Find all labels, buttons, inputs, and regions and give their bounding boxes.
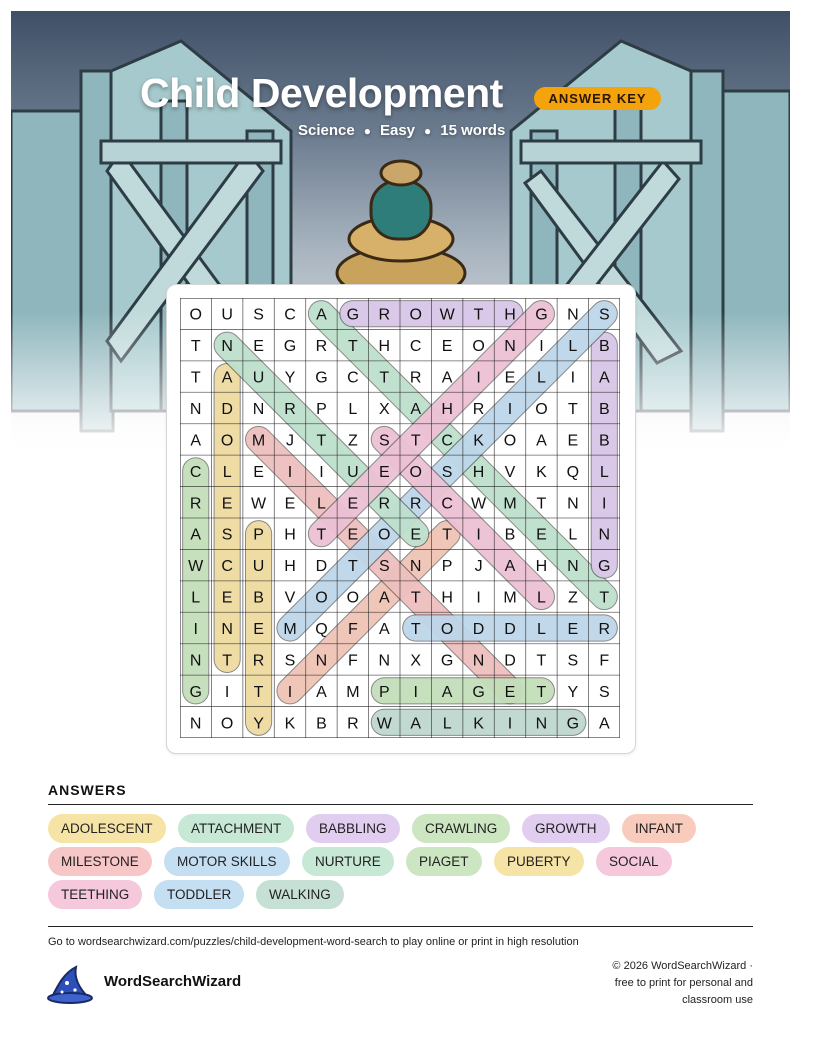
grid-cell-letter[interactable]: E [410,526,422,544]
grid-cell-letter[interactable]: A [378,621,390,638]
grid-cell-letter[interactable]: F [347,621,358,638]
grid-cell-letter[interactable]: I [476,369,481,387]
grid-cell-letter[interactable]: N [567,306,579,324]
grid-cell-letter[interactable]: W [471,495,487,513]
grid-cell-letter[interactable]: P [378,683,390,701]
grid-cell-letter[interactable]: G [346,306,360,324]
grid-cell-letter[interactable]: S [567,652,579,670]
answer-chip-babbling: BABBLING [306,814,400,843]
grid-cell-letter[interactable]: F [347,652,358,670]
grid-cell-letter[interactable]: N [598,526,611,544]
grid-cell-letter[interactable]: T [379,369,390,387]
answer-chip-adolescent: ADOLESCENT [48,814,166,843]
answer-chip-toddler: TODDLER [154,880,244,909]
grid-cell-letter[interactable]: E [567,621,579,638]
grid-cell-letter[interactable]: G [472,683,485,701]
grid-cell-letter[interactable]: A [190,432,202,450]
grid-cell-letter[interactable]: Q [315,621,328,638]
answer-chip-puberty: PUBERTY [494,847,584,876]
grid-cell-letter[interactable]: Y [253,715,264,733]
grid-cell-letter[interactable]: U [252,558,265,576]
grid-cell-letter[interactable]: S [221,526,233,544]
grid-cell-letter[interactable]: R [347,715,359,733]
grid-cell-letter[interactable]: N [409,558,422,576]
page-title: Child Development [140,70,503,116]
grid-cell-letter[interactable]: E [536,526,547,544]
grid-cell-letter[interactable]: D [504,621,516,638]
grid-cell-letter[interactable]: I [476,589,481,607]
grid-cell-letter[interactable]: S [441,463,453,481]
copyright-line: free to print for personal and [614,977,753,989]
grid-cell-letter[interactable]: T [347,338,358,356]
grid-cell-letter[interactable]: R [284,401,296,418]
answer-chip-infant: INFANT [622,814,696,843]
grid-cell-letter[interactable]: P [253,526,264,544]
grid-cell-letter[interactable]: N [315,652,328,670]
grid-cell-letter[interactable]: S [378,558,390,576]
answer-key-badge: ANSWER KEY [534,87,661,110]
grid-cell-letter[interactable]: A [316,306,327,324]
grid-cell-letter[interactable]: A [441,369,453,387]
grid-cell-letter[interactable]: S [598,683,610,701]
grid-cell-letter[interactable]: E [504,683,516,701]
grid-cell-letter[interactable]: N [252,401,265,418]
grid-cell-letter[interactable]: W [376,715,392,733]
grid-cell-letter[interactable]: A [316,683,327,701]
grid-cell-letter[interactable]: E [253,338,264,356]
subject-label: Science [298,122,355,139]
grid-cell-letter[interactable]: S [253,306,264,324]
grid-cell-letter[interactable]: E [378,463,390,481]
grid-cell-letter[interactable]: C [347,369,359,387]
grid-cell-letter[interactable]: W [439,306,455,324]
grid-cell-letter[interactable]: M [503,589,517,607]
grid-cell-letter[interactable]: N [221,621,233,638]
copyright-line: © 2026 WordSearchWizard · [612,960,753,972]
answer-chip-crawling: CRAWLING [412,814,510,843]
grid-cell-letter[interactable]: R [409,369,422,387]
grid-cell-letter[interactable]: S [378,432,390,450]
grid-cell-letter[interactable]: V [504,463,516,481]
grid-cell-letter[interactable]: I [319,463,324,481]
grid-cell-letter[interactable]: L [191,589,201,607]
grid-cell-letter[interactable]: L [222,463,232,481]
answer-chip-teething: TEETHING [48,880,142,909]
grid-cell-letter[interactable]: A [598,715,610,733]
answers-divider [48,804,753,805]
grid-cell-letter[interactable]: B [253,589,264,607]
grid-cell-letter[interactable]: I [287,463,293,481]
grid-cell-letter[interactable]: M [283,621,297,638]
stacking-toy-icon [337,161,465,299]
grid-cell-letter[interactable]: D [504,652,516,670]
grid-cell-letter[interactable]: L [536,369,546,387]
grid-cell-letter[interactable]: M [346,683,360,701]
grid-cell-letter[interactable]: L [536,589,546,607]
grid-cell-letter[interactable]: D [221,401,233,418]
grid-cell-letter[interactable]: R [252,652,265,670]
grid-cell-letter[interactable]: O [409,463,422,481]
grid-cell-letter[interactable]: N [472,652,485,670]
grid-cell-letter[interactable]: D [472,621,485,638]
grid-cell-letter[interactable]: R [315,338,328,356]
grid-cell-letter[interactable]: I [193,621,198,638]
footer-link[interactable]: Go to wordsearchwizard.com/puzzles/child-development-word-search to play online or print in high resolution [48,936,579,948]
grid-cell-letter[interactable]: O [409,306,422,324]
grid-cell-letter[interactable]: E [347,526,359,544]
grid-cell-letter[interactable]: M [251,432,266,450]
grid-cell-letter[interactable]: H [472,463,485,481]
grid-cell-letter[interactable]: T [567,401,578,418]
footer-divider [48,926,753,927]
grid-cell-letter[interactable]: G [535,306,548,324]
grid-cell-letter[interactable]: B [598,432,610,450]
grid-cell-letter[interactable]: W [251,495,267,513]
grid-cell-letter[interactable]: R [378,306,391,324]
grid-cell-letter[interactable]: P [316,401,327,418]
grid-cell-letter[interactable]: A [221,369,233,387]
grid-cell-letter[interactable]: V [284,589,296,607]
grid-cell-letter[interactable]: X [378,401,390,418]
grid-cell-letter[interactable]: I [507,401,513,418]
grid-cell-letter[interactable]: L [316,495,326,513]
grid-cell-letter[interactable]: I [224,683,230,701]
grid-cell-letter[interactable]: O [440,621,454,638]
grid-cell-letter[interactable]: N [378,652,391,670]
grid-cell-letter[interactable]: N [221,338,233,356]
grid-cell-letter[interactable]: N [189,652,202,670]
grid-cell-letter[interactable]: E [347,495,359,513]
grid-cell-letter[interactable]: I [476,526,481,544]
grid-cell-letter[interactable]: T [410,589,421,607]
grid-cell-letter[interactable]: G [566,715,580,733]
grid-cell-letter[interactable]: H [378,338,391,356]
grid-cell-letter[interactable]: L [568,526,578,544]
grid-cell-letter[interactable]: E [221,589,233,607]
grid-cell-letter[interactable]: W [188,558,204,576]
grid-cell-letter[interactable]: T [190,369,201,387]
grid-cell-letter[interactable]: K [473,715,484,733]
grid-cell-letter[interactable]: N [567,495,579,513]
grid-cell-letter[interactable]: A [504,558,516,576]
grid-cell-letter[interactable]: Y [567,683,579,701]
grid-cell-letter[interactable]: E [253,621,264,638]
grid-cell-letter[interactable]: E [567,432,579,450]
grid-cell-letter[interactable]: I [287,683,293,701]
grid-cell-letter[interactable]: T [222,652,233,670]
grid-cell-letter[interactable]: O [378,526,391,544]
grid-cell-letter[interactable]: P [441,558,453,576]
grid-cell-letter[interactable]: A [190,526,202,544]
grid-cell-letter[interactable]: H [284,526,296,544]
grid-cell-letter[interactable]: R [472,401,485,418]
grid-cell-letter[interactable]: E [441,338,453,356]
grid-cell-letter[interactable]: T [473,306,484,324]
grid-cell-letter[interactable]: T [536,652,547,670]
grid-cell-letter[interactable]: A [410,401,422,418]
wizard-hat-icon [46,963,94,1005]
grid-cell-letter[interactable]: G [283,338,297,356]
grid-cell-letter[interactable]: N [189,401,202,418]
grid-cell-letter[interactable]: T [316,432,327,450]
grid-cell-letter[interactable]: O [315,589,328,607]
grid-cell-letter[interactable]: S [284,652,296,670]
separator-dot-icon: ● [363,124,371,138]
grid-cell-letter[interactable]: T [410,621,421,638]
grid-cell-letter[interactable]: L [536,621,546,638]
grid-cell-letter[interactable]: A [536,432,547,450]
grid-cell-letter[interactable]: A [378,589,390,607]
grid-cell-letter[interactable]: Y [284,369,296,387]
grid-cell-letter[interactable]: T [599,589,610,607]
grid-cell-letter[interactable]: C [409,338,422,356]
grid-cell-letter[interactable]: G [315,369,328,387]
grid-cell-letter[interactable]: U [347,463,359,481]
answer-chip-growth: GROWTH [522,814,610,843]
grid-cell-letter[interactable]: I [602,495,607,513]
grid-cell-letter[interactable]: H [441,589,453,607]
grid-cell-letter[interactable]: C [284,306,296,324]
grid-cell-letter[interactable]: T [536,683,547,701]
grid-cell-letter[interactable]: K [284,715,296,733]
grid-cell-letter[interactable]: J [474,558,483,576]
brand-name: WordSearchWizard [104,973,242,990]
grid-cell-letter[interactable]: Z [347,432,358,450]
grid-cell-letter[interactable]: O [220,432,234,450]
grid-cell-letter[interactable]: I [570,369,576,387]
grid-cell-letter[interactable]: K [536,463,547,481]
grid-cell-letter[interactable]: K [473,432,484,450]
answer-chip-social: SOCIAL [596,847,672,876]
grid-cell-letter[interactable]: B [598,401,610,418]
grid-cell-letter[interactable]: H [441,401,453,418]
difficulty-label: Easy [379,122,416,139]
grid-cell-letter[interactable]: H [504,306,516,324]
grid-cell-letter[interactable]: L [568,338,578,356]
answer-chip-nurture: NURTURE [302,847,394,876]
grid-cell-letter[interactable]: T [347,558,358,576]
grid-cell-letter[interactable]: I [413,683,418,701]
answer-chip-motor-skills: MOTOR SKILLS [164,847,290,876]
grid-cell-letter[interactable]: C [441,432,453,450]
grid-cell-letter[interactable]: E [221,495,233,513]
grid-cell-letter[interactable]: U [221,306,233,324]
grid-cell-letter[interactable]: T [442,526,453,544]
grid-cell-letter[interactable]: E [253,463,264,481]
grid-cell-letter[interactable]: F [599,652,610,670]
grid-cell-letter[interactable]: I [507,715,513,733]
grid-cell-letter[interactable]: S [598,306,610,324]
grid-cell-letter[interactable]: L [348,401,358,418]
grid-cell-letter[interactable]: O [220,715,234,733]
grid-cell-letter[interactable]: Z [567,589,578,607]
grid-cell-letter[interactable]: U [252,369,265,387]
word-count-label: 15 words [440,122,506,139]
grid-cell-letter[interactable]: D [315,558,328,576]
answer-chip-walking: WALKING [256,880,344,909]
grid-cell-letter[interactable]: N [535,715,548,733]
grid-cell-letter[interactable]: I [539,338,544,356]
grid-cell-letter[interactable]: R [598,621,611,638]
grid-cell-letter[interactable]: O [189,306,202,324]
grid-cell-letter[interactable]: A [598,369,610,387]
grid-cell-letter[interactable]: L [442,715,452,733]
grid-cell-letter[interactable]: O [535,401,548,418]
separator-dot-icon: ● [424,124,432,138]
grid-cell-letter[interactable]: G [598,558,611,576]
grid-cell-letter[interactable]: O [472,338,485,356]
grid-cell-letter[interactable]: R [189,495,202,513]
grid-cell-letter[interactable]: T [253,683,264,701]
grid-cell-letter[interactable]: O [503,432,517,450]
copyright-line: classroom use [682,994,753,1006]
answer-chip-milestone: MILESTONE [48,847,152,876]
grid-cell-letter[interactable]: C [221,558,233,576]
grid-cell-letter[interactable]: T [190,338,201,356]
grid-cell-letter[interactable]: H [284,558,296,576]
answers-heading: ANSWERS [48,782,127,798]
grid-cell-letter[interactable]: O [346,589,360,607]
grid-cell-letter[interactable]: C [189,463,202,481]
grid-cell-letter[interactable]: G [440,652,454,670]
grid-cell-letter[interactable]: J [286,432,294,450]
grid-cell-letter[interactable]: A [441,683,453,701]
grid-cell-letter[interactable]: H [535,558,548,576]
grid-cell-letter[interactable]: X [410,652,422,670]
grid-cell-letter[interactable]: R [378,495,391,513]
grid-cell-letter[interactable]: T [536,495,547,513]
grid-cell-letter[interactable]: N [189,715,202,733]
grid-cell-letter[interactable]: G [189,683,202,701]
grid-cell-letter[interactable]: T [410,432,421,450]
letter-grid[interactable] [180,298,620,738]
grid-cell-letter[interactable]: Q [566,463,580,481]
grid-cell-letter[interactable]: T [316,526,327,544]
grid-cell-letter[interactable]: L [599,463,609,481]
grid-cell-letter[interactable]: B [316,715,327,733]
puzzle-meta [298,122,505,139]
grid-cell-letter[interactable]: R [409,495,422,513]
grid-cell-letter[interactable]: C [441,495,453,513]
grid-cell-letter[interactable]: E [284,495,296,513]
grid-cell-letter[interactable]: M [503,495,517,513]
answer-chip-piaget: PIAGET [406,847,482,876]
grid-cell-letter[interactable]: N [567,558,579,576]
grid-cell-letter[interactable]: B [504,526,516,544]
grid-cell-letter[interactable]: B [598,338,610,356]
grid-cell-letter[interactable]: E [504,369,516,387]
answer-chip-attachment: ATTACHMENT [178,814,294,843]
grid-cell-letter[interactable]: A [410,715,422,733]
copyright-text [553,958,753,1009]
grid-cell-letter[interactable]: N [504,338,516,356]
